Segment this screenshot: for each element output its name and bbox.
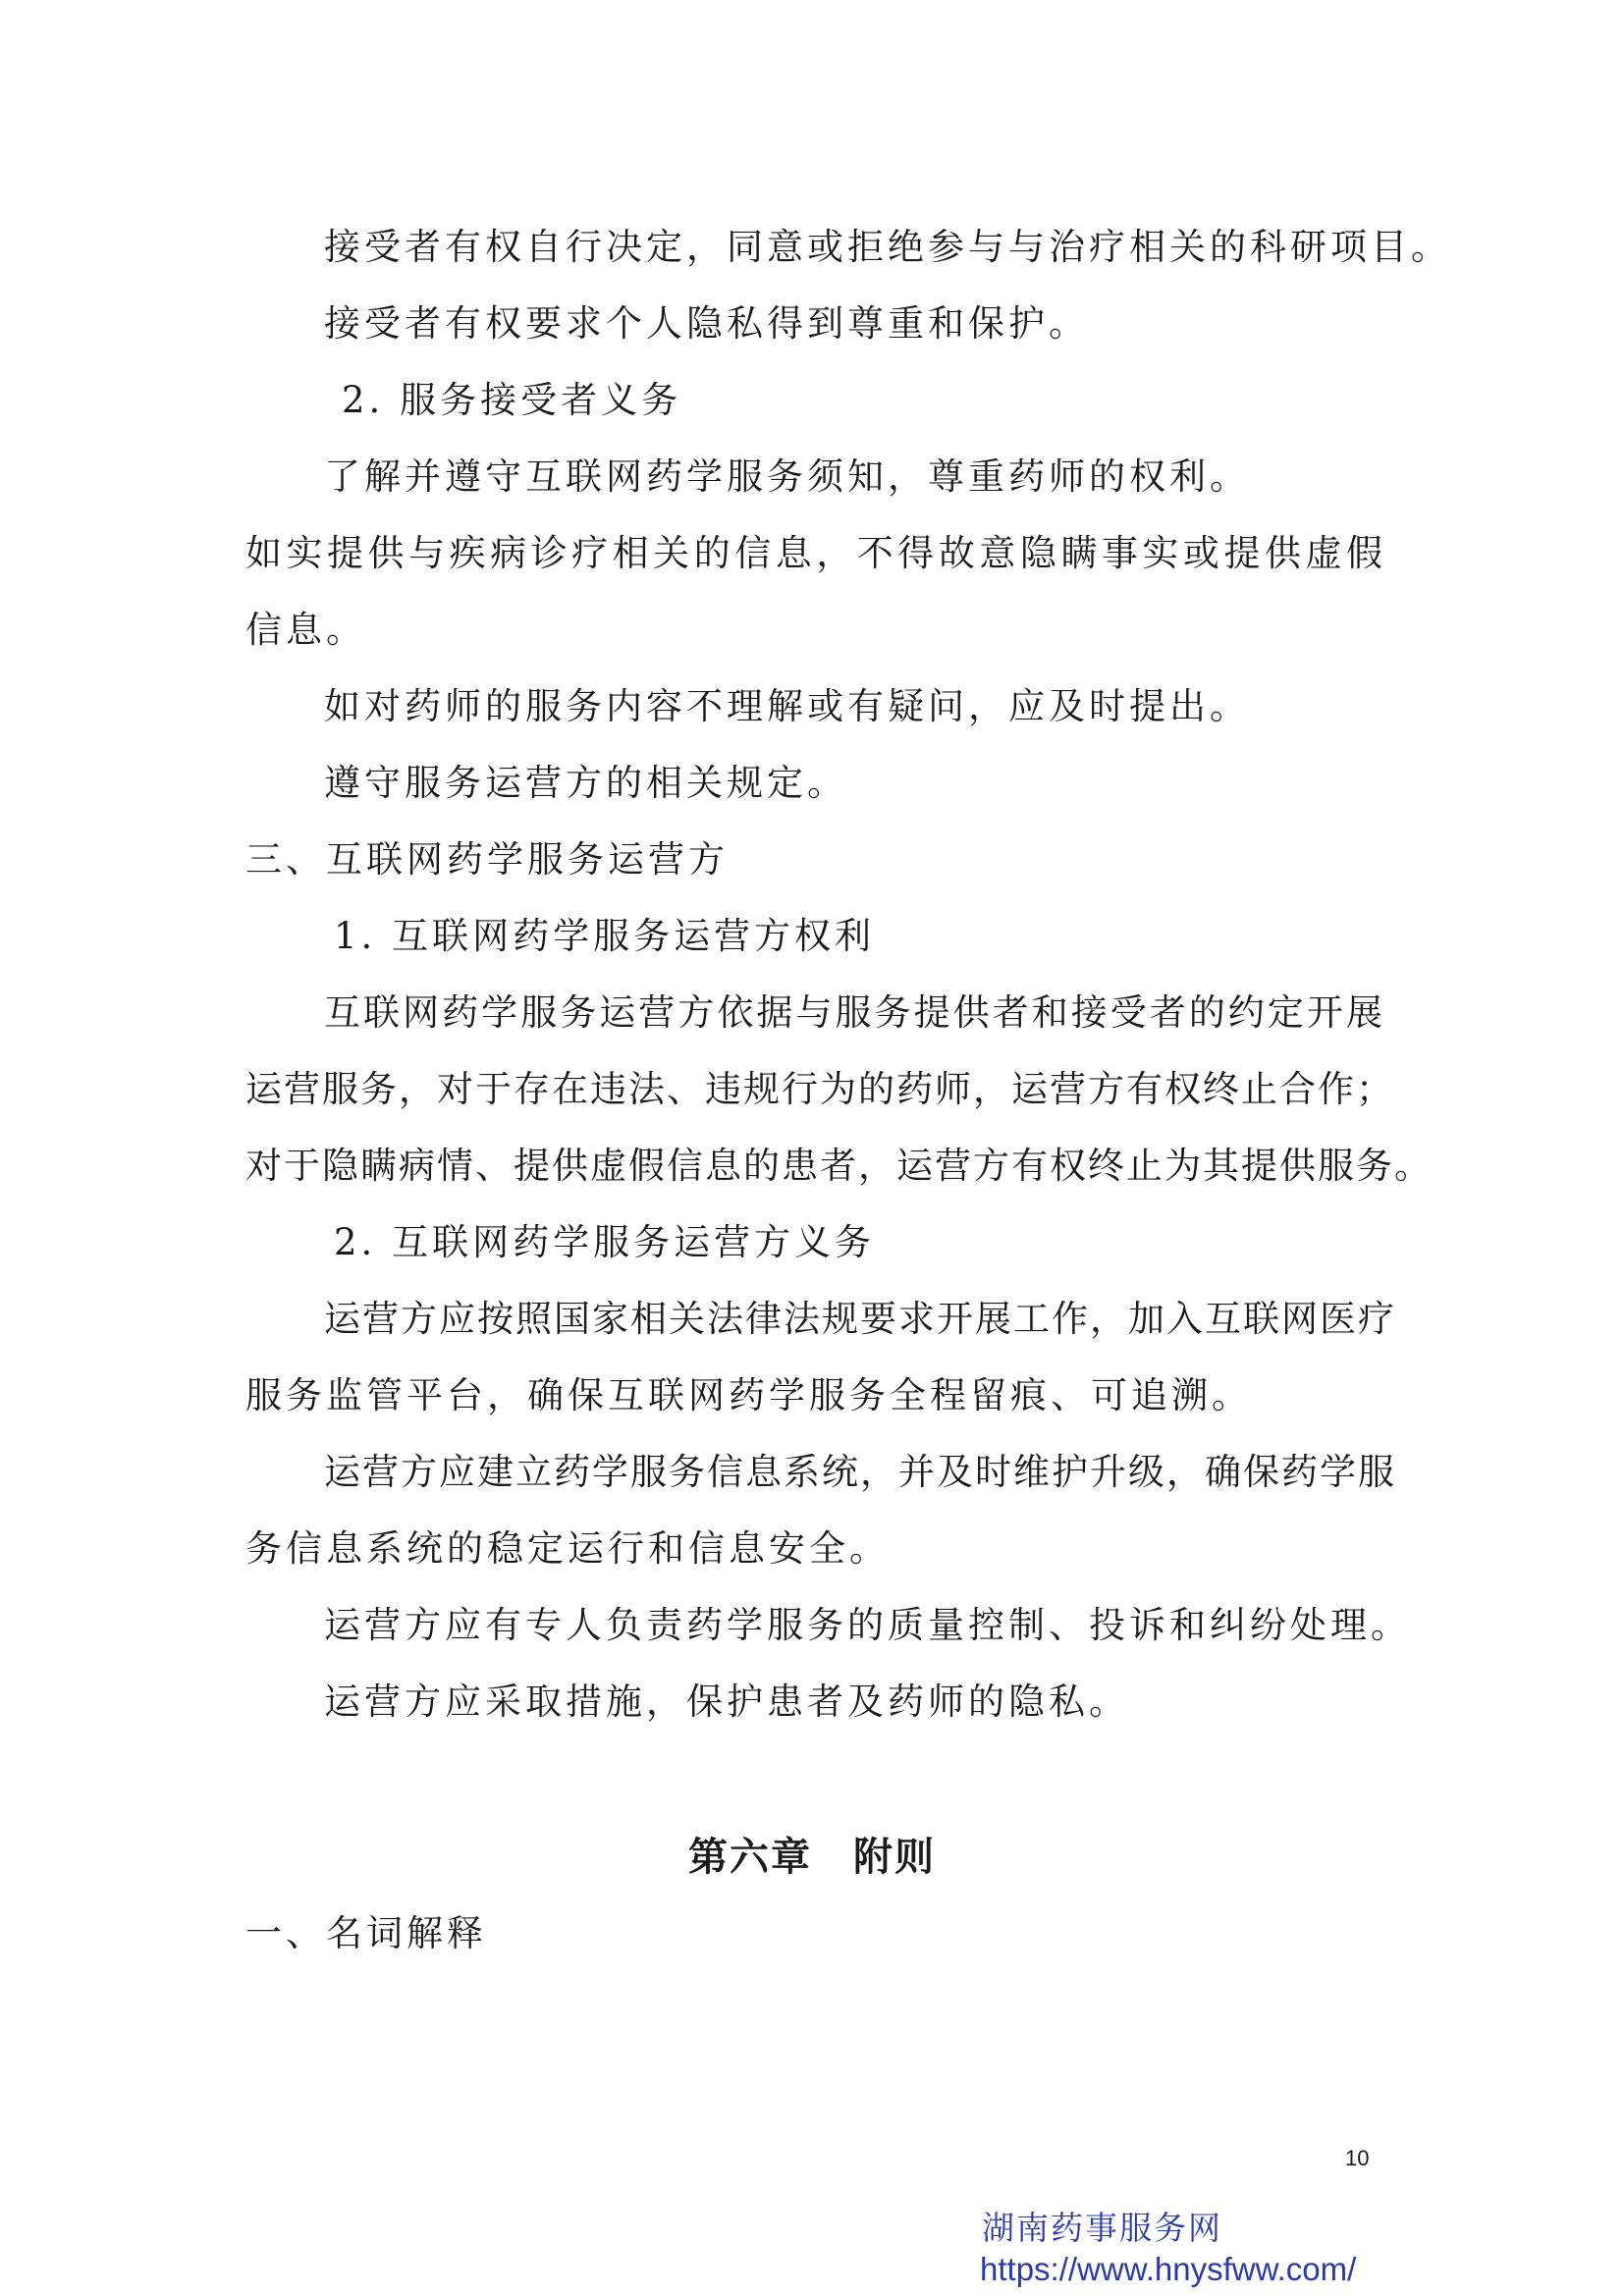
watermark-url[interactable]: https://www.hnysfww.com/	[980, 2251, 1357, 2287]
paragraph-regulation-line2: 服务监管平台，确保互联网药学服务全程留痕、可追溯。	[245, 1374, 1252, 1416]
paragraph-protect-privacy: 运营方应采取措施，保护患者及药师的隐私。	[324, 1681, 1129, 1723]
subheading-operator-rights: 1. 互联网药学服务运营方权利	[334, 915, 876, 957]
subheading-operator-obligations: 2. 互联网药学服务运营方义务	[334, 1221, 876, 1263]
paragraph-privacy-right: 接受者有权要求个人隐私得到尊重和保护。	[324, 302, 1089, 345]
paragraph-comply-notice: 了解并遵守互联网药学服务须知，尊重药师的权利。	[324, 455, 1250, 498]
paragraph-truthful-info-line2: 信息。	[245, 609, 366, 651]
chapter-title: 第六章 附则	[688, 1835, 936, 1880]
paragraph-regulation-line1: 运营方应按照国家相关法律法规要求开展工作，加入互联网医疗	[324, 1298, 1396, 1340]
paragraph-info-system-line2: 务信息系统的稳定运行和信息安全。	[245, 1527, 890, 1570]
paragraph-operator-rights-line3: 对于隐瞒病情、提供虚假信息的患者，运营方有权终止为其提供服务。	[245, 1145, 1433, 1187]
watermark-site-name: 湖南药事服务网	[982, 2209, 1222, 2247]
paragraph-operator-rights-line1: 互联网药学服务运营方依据与服务提供者和接受者的约定开展	[324, 991, 1384, 1034]
section-heading-glossary: 一、名词解释	[245, 1912, 487, 1954]
paragraph-follow-rules: 遵守服务运营方的相关规定。	[324, 762, 847, 804]
page-number: 10	[1345, 2146, 1370, 2170]
subheading-recipient-obligations: 2. 服务接受者义务	[342, 379, 682, 421]
paragraph-quality-control: 运营方应有专人负责药学服务的质量控制、投诉和纠纷处理。	[324, 1604, 1411, 1646]
paragraph-raise-questions: 如对药师的服务内容不理解或有疑问，应及时提出。	[324, 685, 1250, 727]
paragraph-operator-rights-line2: 运营服务，对于存在违法、违规行为的药师，运营方有权终止合作；	[245, 1068, 1394, 1110]
paragraph-research-consent: 接受者有权自行决定，同意或拒绝参与与治疗相关的科研项目。	[324, 226, 1451, 268]
paragraph-info-system-line1: 运营方应建立药学服务信息系统，并及时维护升级，确保药学服	[324, 1451, 1396, 1493]
paragraph-truthful-info-line1: 如实提供与疾病诊疗相关的信息，不得故意隐瞒事实或提供虚假	[245, 532, 1384, 574]
section-heading-operator: 三、互联网药学服务运营方	[245, 838, 729, 881]
